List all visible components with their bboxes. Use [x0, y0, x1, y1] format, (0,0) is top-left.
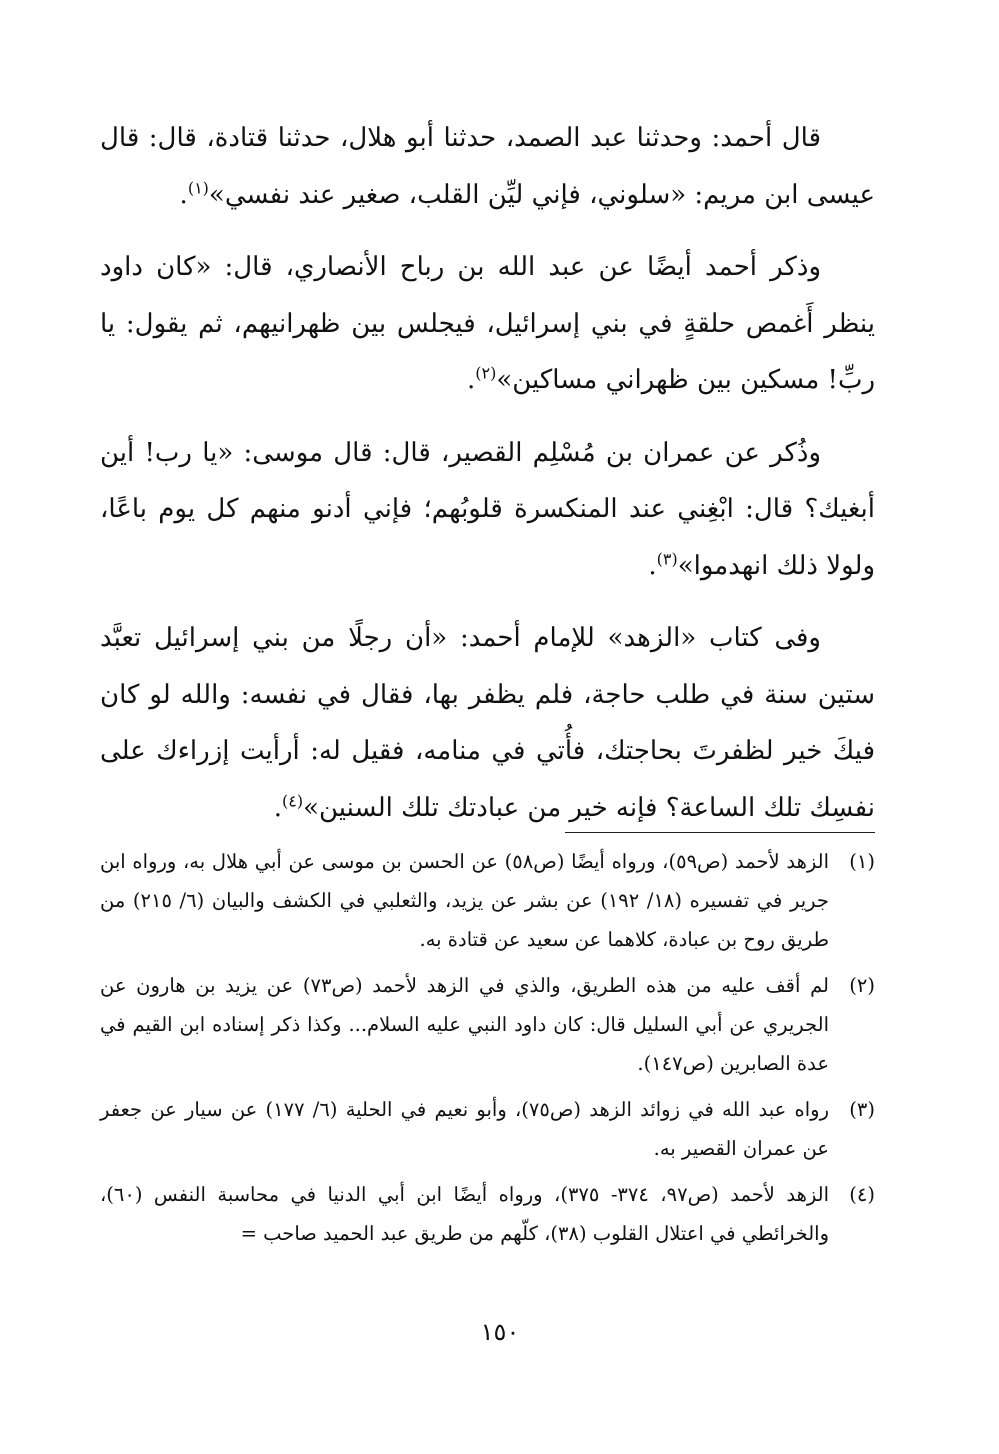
footnote-number: (١) [849, 850, 875, 873]
footnote-4 [100, 1175, 875, 1253]
footnote-text: الزهد لأحمد (ص٥٩)، ورواه أيضًا (ص٥٨) عن الحسن بن موسى عن أبي هلال به، ورواه ابن جرير في تفسيره (١٨/ ١٩٢) عن بشر عن يزيد، والثعلبي في الكشف والبيان (٦/ ٢١٥) من طريق روح بن عبادة، كلاهما عن سعيد عن قتادة به. [100, 850, 829, 951]
sentence-end: . [648, 550, 657, 581]
footnote-divider [565, 832, 875, 833]
main-text [100, 110, 875, 852]
sentence-end: . [179, 179, 188, 210]
sentence-end: . [273, 792, 283, 823]
footnote-1 [100, 842, 875, 959]
paragraph-text: وذُكر عن عمران بن مُسْلِم القصير، قال: قال موسى: «يا رب! أين أبغيك؟ قال: ابْغِني عند المنكسرة قلوبُهم؛ فإني أدنو منهم كل يوم باعًا، ولولا ذلك انهدموا» [100, 437, 875, 581]
footnotes [100, 842, 875, 1260]
footnote-2 [100, 966, 875, 1083]
paragraph-text: وفى كتاب «الزهد» للإمام أحمد: «أن رجلًا من بني إسرائيل تعبَّد ستين سنة في طلب حاجة، فلم يظفر بها، فقال في نفسه: والله لو كان فيكَ خير لظفرتَ بحاجتك، فأُتي في منامه، فقيل له: أرأيت إزراءك على نفسِك تلك الساعة؟ فإنه خير من عبادتك تلك السنين» [100, 623, 875, 823]
footnote-ref-1: (١) [187, 177, 209, 197]
paragraph-text: وذكر أحمد أيضًا عن عبد الله بن رباح الأنصاري، قال: «كان داود ينظر أَغمص حلقةٍ في بني إسرائيل، فيجلس بين ظهرانيهم، ثم يقول: يا ربِّ! مسكين بين ظهراني مساكين» [100, 252, 875, 395]
footnote-number: (٢) [849, 974, 875, 997]
footnote-ref-3: (٣) [656, 548, 678, 568]
page-number: ١٥٠ [480, 1318, 520, 1346]
paragraph-text: قال أحمد: وحدثنا عبد الصمد، حدثنا أبو هلال، حدثنا قتادة، قال: قال عيسى ابن مريم: «سلوني، فإني ليِّن القلب، صغير عند نفسي» [100, 123, 875, 210]
paragraph-4 [100, 610, 875, 836]
paragraph-3 [100, 425, 875, 595]
footnote-number: (٣) [849, 1098, 875, 1121]
paragraph-1 [100, 110, 875, 223]
footnote-ref-4: (٤) [282, 790, 304, 810]
footnote-3 [100, 1090, 875, 1168]
sentence-end: . [466, 365, 476, 395]
footnote-number: (٤) [849, 1183, 875, 1206]
footnote-text: الزهد لأحمد (ص٩٧، ٣٧٤- ٣٧٥)، ورواه أيضًا ابن أبي الدنيا في محاسبة النفس (٦٠)، والخرائطي في اعتلال القلوب (٣٨)، كلّهم من طريق عبد الحميد صاحب = [100, 1183, 829, 1245]
footnote-text: لم أقف عليه من هذه الطريق، والذي في الزهد لأحمد (ص٧٣) عن يزيد بن هارون عن الجريري عن أبي السليل قال: كان داود النبي عليه السلام... وكذا ذكر إسناده ابن القيم في عدة الصابرين (ص١٤٧). [100, 974, 829, 1075]
footnote-ref-2: (٢) [475, 363, 497, 383]
paragraph-2 [100, 239, 875, 409]
footnote-text: رواه عبد الله في زوائد الزهد (ص٧٥)، وأبو نعيم في الحلية (٦/ ١٧٧) عن سيار عن جعفر عن عمران القصير به. [100, 1098, 829, 1160]
